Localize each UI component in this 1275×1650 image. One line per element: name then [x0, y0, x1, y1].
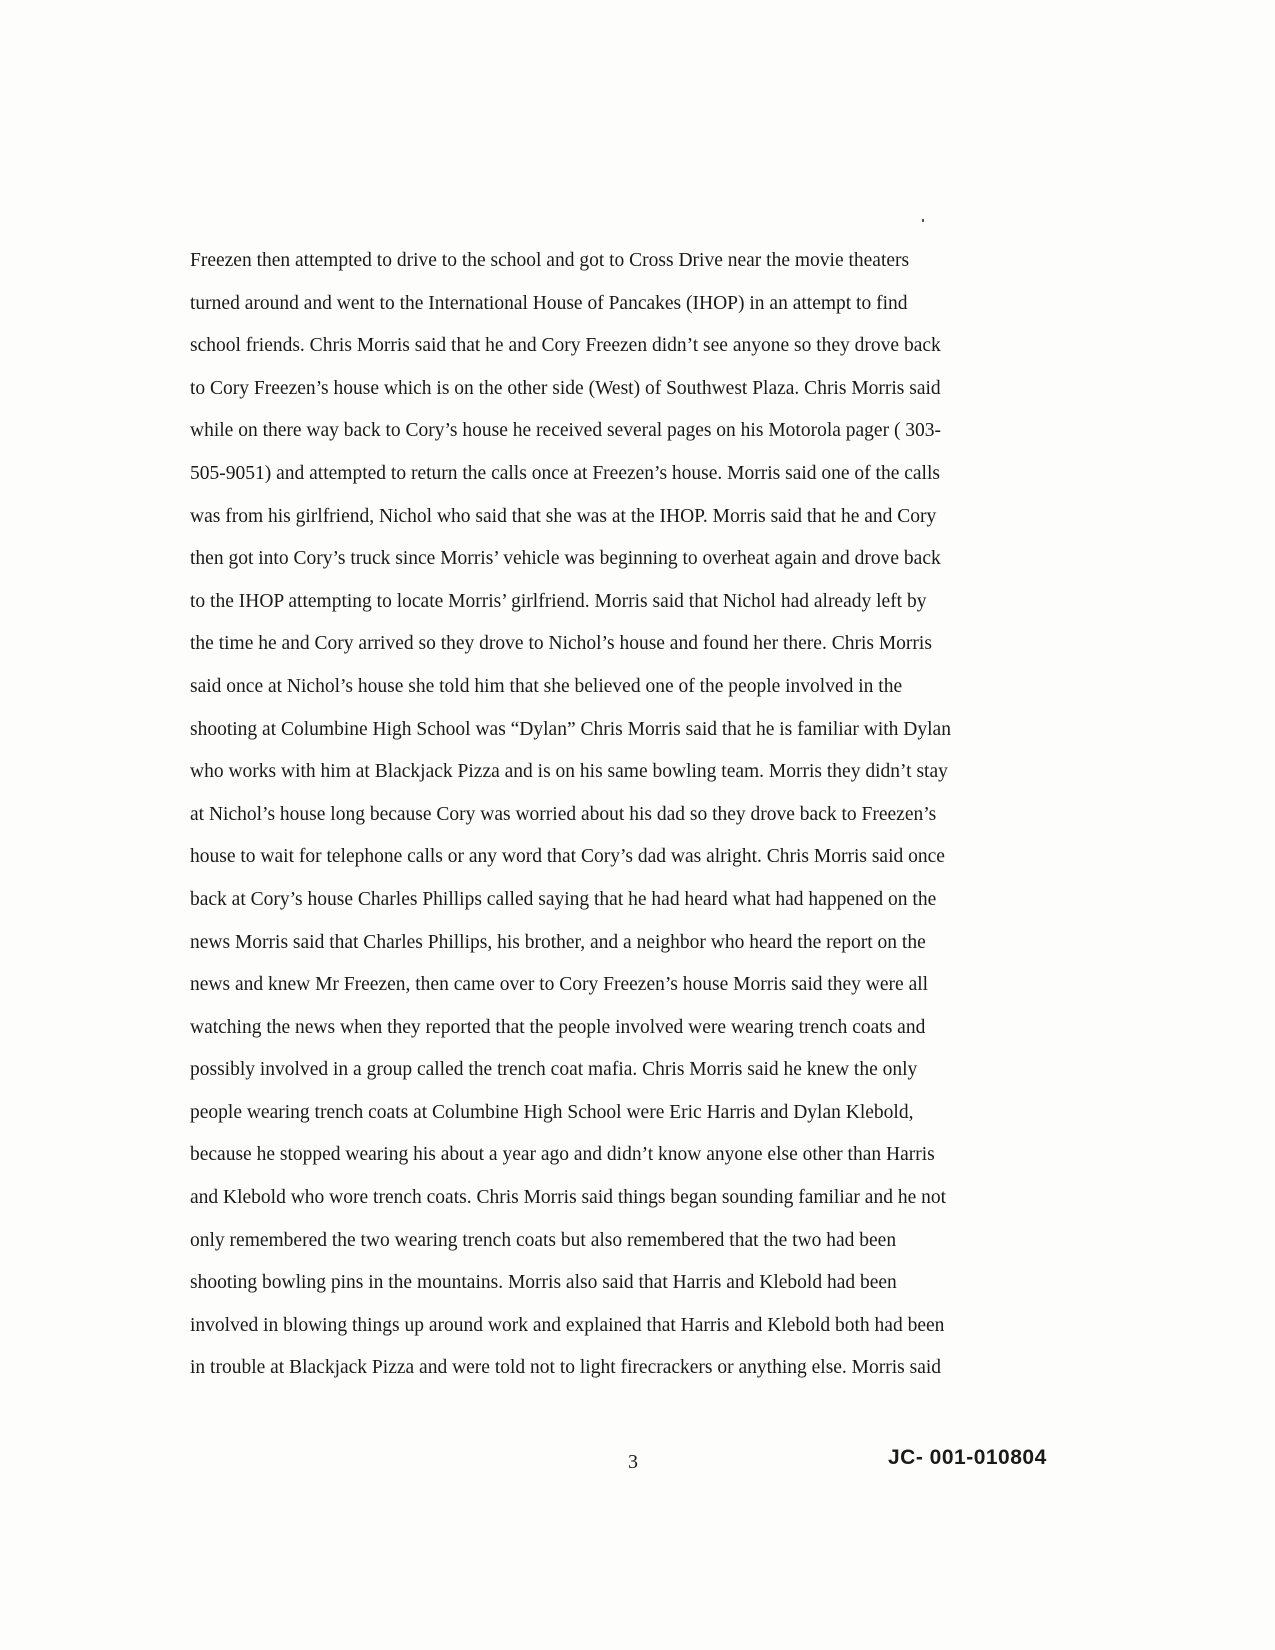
- text-line: Freezen then attempted to drive to the school and got to Cross Drive near the movie theaters: [190, 250, 910, 271]
- text-line: back at Cory’s house Charles Phillips called saying that he had heard what had happened on the: [190, 888, 937, 910]
- text-line: house to wait for telephone calls or any word that Cory’s dad was alright. Chris Morris said once: [190, 846, 945, 868]
- text-line: watching the news when they reported that the people involved were wearing trench coats and: [190, 1016, 926, 1038]
- text-line: because he stopped wearing his about a year ago and didn’t know anyone else other than Harris: [190, 1144, 935, 1166]
- scan-speck: [922, 219, 924, 222]
- text-line: people wearing trench coats at Columbine High School were Eric Harris and Dylan Klebold,: [190, 1101, 914, 1123]
- text-line: who works with him at Blackjack Pizza and is on his same bowling team. Morris they didn’t stay: [190, 761, 948, 783]
- text-line: at Nichol’s house long because Cory was worried about his dad so they drove back to Freezen’s: [190, 803, 937, 825]
- text-line: said once at Nichol’s house she told him that she believed one of the people involved in the: [190, 675, 903, 697]
- text-line: to the IHOP attempting to locate Morris’ girlfriend. Morris said that Nichol had already left by: [190, 590, 927, 612]
- text-line: shooting bowling pins in the mountains. Morris also said that Harris and Klebold had been: [190, 1272, 897, 1294]
- text-line: the time he and Cory arrived so they drove to Nichol’s house and found her there. Chris Morris: [190, 633, 932, 655]
- text-line: involved in blowing things up around work and explained that Harris and Klebold both had been: [190, 1314, 945, 1336]
- text-line: and Klebold who wore trench coats. Chris Morris said things began sounding familiar and he not: [190, 1187, 947, 1209]
- text-line: turned around and went to the International House of Pancakes (IHOP) in an attempt to find: [190, 292, 908, 314]
- text-line: in trouble at Blackjack Pizza and were told not to light firecrackers or anything else. Morris said: [190, 1357, 942, 1379]
- text-line: possibly involved in a group called the trench coat mafia. Chris Morris said he knew the only: [190, 1059, 918, 1081]
- text-line: only remembered the two wearing trench coats but also remembered that the two had been: [190, 1229, 897, 1251]
- page-number: 3: [628, 1451, 638, 1473]
- text-line: 505-9051) and attempted to return the calls once at Freezen’s house. Morris said one of the calls: [190, 462, 940, 484]
- text-line: while on there way back to Cory’s house he received several pages on his Motorola pager ( 303-: [190, 420, 942, 442]
- text-line: was from his girlfriend, Nichol who said that she was at the IHOP. Morris said that he and Cory: [190, 505, 937, 527]
- bates-number: JC- 001-010804: [888, 1446, 1047, 1469]
- text-line: then got into Cory’s truck since Morris’ vehicle was beginning to overheat again and drove back: [190, 548, 941, 570]
- text-line: shooting at Columbine High School was “Dylan” Chris Morris said that he is familiar with Dylan: [190, 718, 951, 740]
- body-text: [190, 240, 1070, 1390]
- text-line: school friends. Chris Morris said that he and Cory Freezen didn’t see anyone so they drove back: [190, 335, 941, 357]
- text-line: news Morris said that Charles Phillips, his brother, and a neighbor who heard the report on the: [190, 931, 926, 953]
- text-line: to Cory Freezen’s house which is on the other side (West) of Southwest Plaza. Chris Morris said: [190, 377, 941, 399]
- text-line: news and knew Mr Freezen, then came over to Cory Freezen’s house Morris said they were all: [190, 974, 929, 996]
